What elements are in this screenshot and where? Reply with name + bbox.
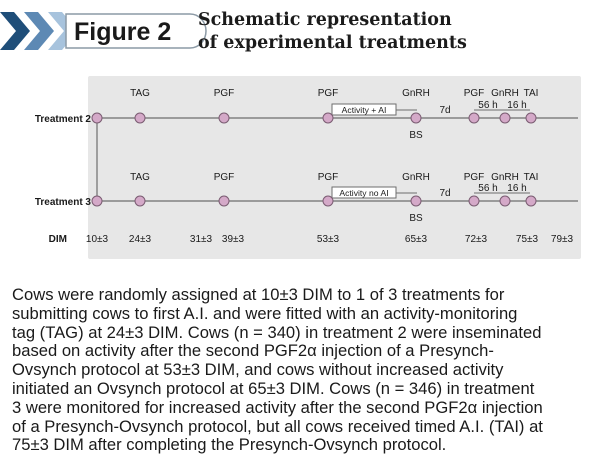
figure-title-line-2: of experimental treatments	[198, 33, 467, 53]
dim-value: 24±3	[128, 234, 152, 245]
treatment-3-node	[92, 196, 102, 206]
caption-line: Cows were randomly assigned at 10±3 DIM to 1 of 3 treatments for	[12, 285, 505, 304]
treatment-2-event-label: TAG	[130, 88, 150, 99]
treatment-2-event-label: TAI	[523, 88, 539, 99]
treatment-2-interval-label: 56 h	[478, 100, 498, 111]
caption-line: based on activity after the second PGF2α injection of a Presynch-	[12, 341, 494, 361]
treatment-2-event-label: GnRH	[402, 88, 430, 99]
treatment-2-node	[92, 113, 102, 123]
treatment-3-node	[323, 196, 333, 206]
caption-line: of a Presynch-Ovsynch protocol, but all cows received timed A.I. (TAI) at	[12, 416, 543, 436]
treatment-2-interval-label: 7d	[439, 105, 451, 116]
treatment-2-node	[323, 113, 333, 123]
treatment-3-window-label: Activity no AI	[339, 188, 389, 198]
dim-value: 65±3	[404, 234, 428, 245]
dim-value: 72±3	[464, 234, 488, 245]
caption-line: 75±3 DIM after completing the Presynch-Ovsynch protocol.	[12, 435, 447, 455]
treatment-2-interval-label: 16 h	[507, 100, 527, 111]
treatment-3-node	[135, 196, 145, 206]
treatment-3-node	[526, 196, 536, 206]
treatment-3-event-label: TAG	[130, 172, 150, 183]
treatment-3-event-label: GnRH	[402, 172, 430, 183]
treatment-3-event-label: PGF	[213, 172, 235, 183]
treatment-2-event-label: GnRH	[491, 88, 519, 99]
dim-value: 31±3	[189, 234, 213, 245]
treatment-3-event-label: PGF	[463, 172, 485, 183]
treatment-3-event-label: GnRH	[491, 172, 519, 183]
dim-value: 39±3	[221, 234, 245, 245]
dim-label: DIM	[48, 234, 67, 245]
caption-line: 3 were monitored for increased activity after the second PGF2α injection	[12, 397, 543, 417]
treatment-2-label: Treatment 2	[34, 114, 91, 125]
treatment-2-node	[219, 113, 229, 123]
treatment-3-event-label: TAI	[523, 172, 539, 183]
treatment-2-event-label: PGF	[213, 88, 235, 99]
dim-row	[49, 234, 574, 245]
treatment-3-label: Treatment 3	[34, 197, 91, 208]
caption-line: Ovsynch protocol at 53±3 DIM, and cows without increased activity	[12, 360, 504, 380]
dim-value: 79±3	[550, 234, 574, 245]
treatment-2-event-label: PGF	[463, 88, 485, 99]
treatment-2-event-label: PGF	[317, 88, 339, 99]
caption-line: tag (TAG) at 24±3 DIM. Cows (n = 340) in treatment 2 were inseminated	[12, 322, 542, 342]
treatment-3-node	[500, 196, 510, 206]
figure-label: Figure 2	[74, 18, 172, 46]
treatment-3-interval-label: 16 h	[507, 183, 527, 194]
treatment-2-node	[411, 113, 421, 123]
dim-value: 75±3	[515, 234, 539, 245]
treatment-3-interval-label: 56 h	[478, 183, 498, 194]
figure-caption	[12, 286, 594, 455]
treatment-2-node	[469, 113, 479, 123]
caption-line: submitting cows to first A.I. and were fitted with an activity-monitoring	[12, 303, 518, 323]
treatment-2-window-label: Activity + AI	[341, 105, 387, 115]
caption-line: initiated an Ovsynch protocol at 65±3 DIM. Cows (n = 346) in treatment	[12, 378, 535, 398]
treatment-2-node	[500, 113, 510, 123]
treatment-2-node	[135, 113, 145, 123]
dim-value: 10±3	[85, 234, 109, 245]
treatment-3-event-label: PGF	[317, 172, 339, 183]
treatment-3-interval-label: 7d	[439, 188, 451, 199]
dim-value: 53±3	[316, 234, 340, 245]
treatment-3-row	[35, 172, 578, 224]
figure-title-line-1: Schematic representation	[198, 10, 452, 30]
treatment-2-node	[526, 113, 536, 123]
treatment-3-node	[469, 196, 479, 206]
treatment-3-bs-label: BS	[409, 213, 423, 224]
treatment-3-node	[411, 196, 421, 206]
treatment-2-bs-label: BS	[409, 130, 423, 141]
treatment-2-row	[35, 88, 578, 141]
treatment-3-node	[219, 196, 229, 206]
